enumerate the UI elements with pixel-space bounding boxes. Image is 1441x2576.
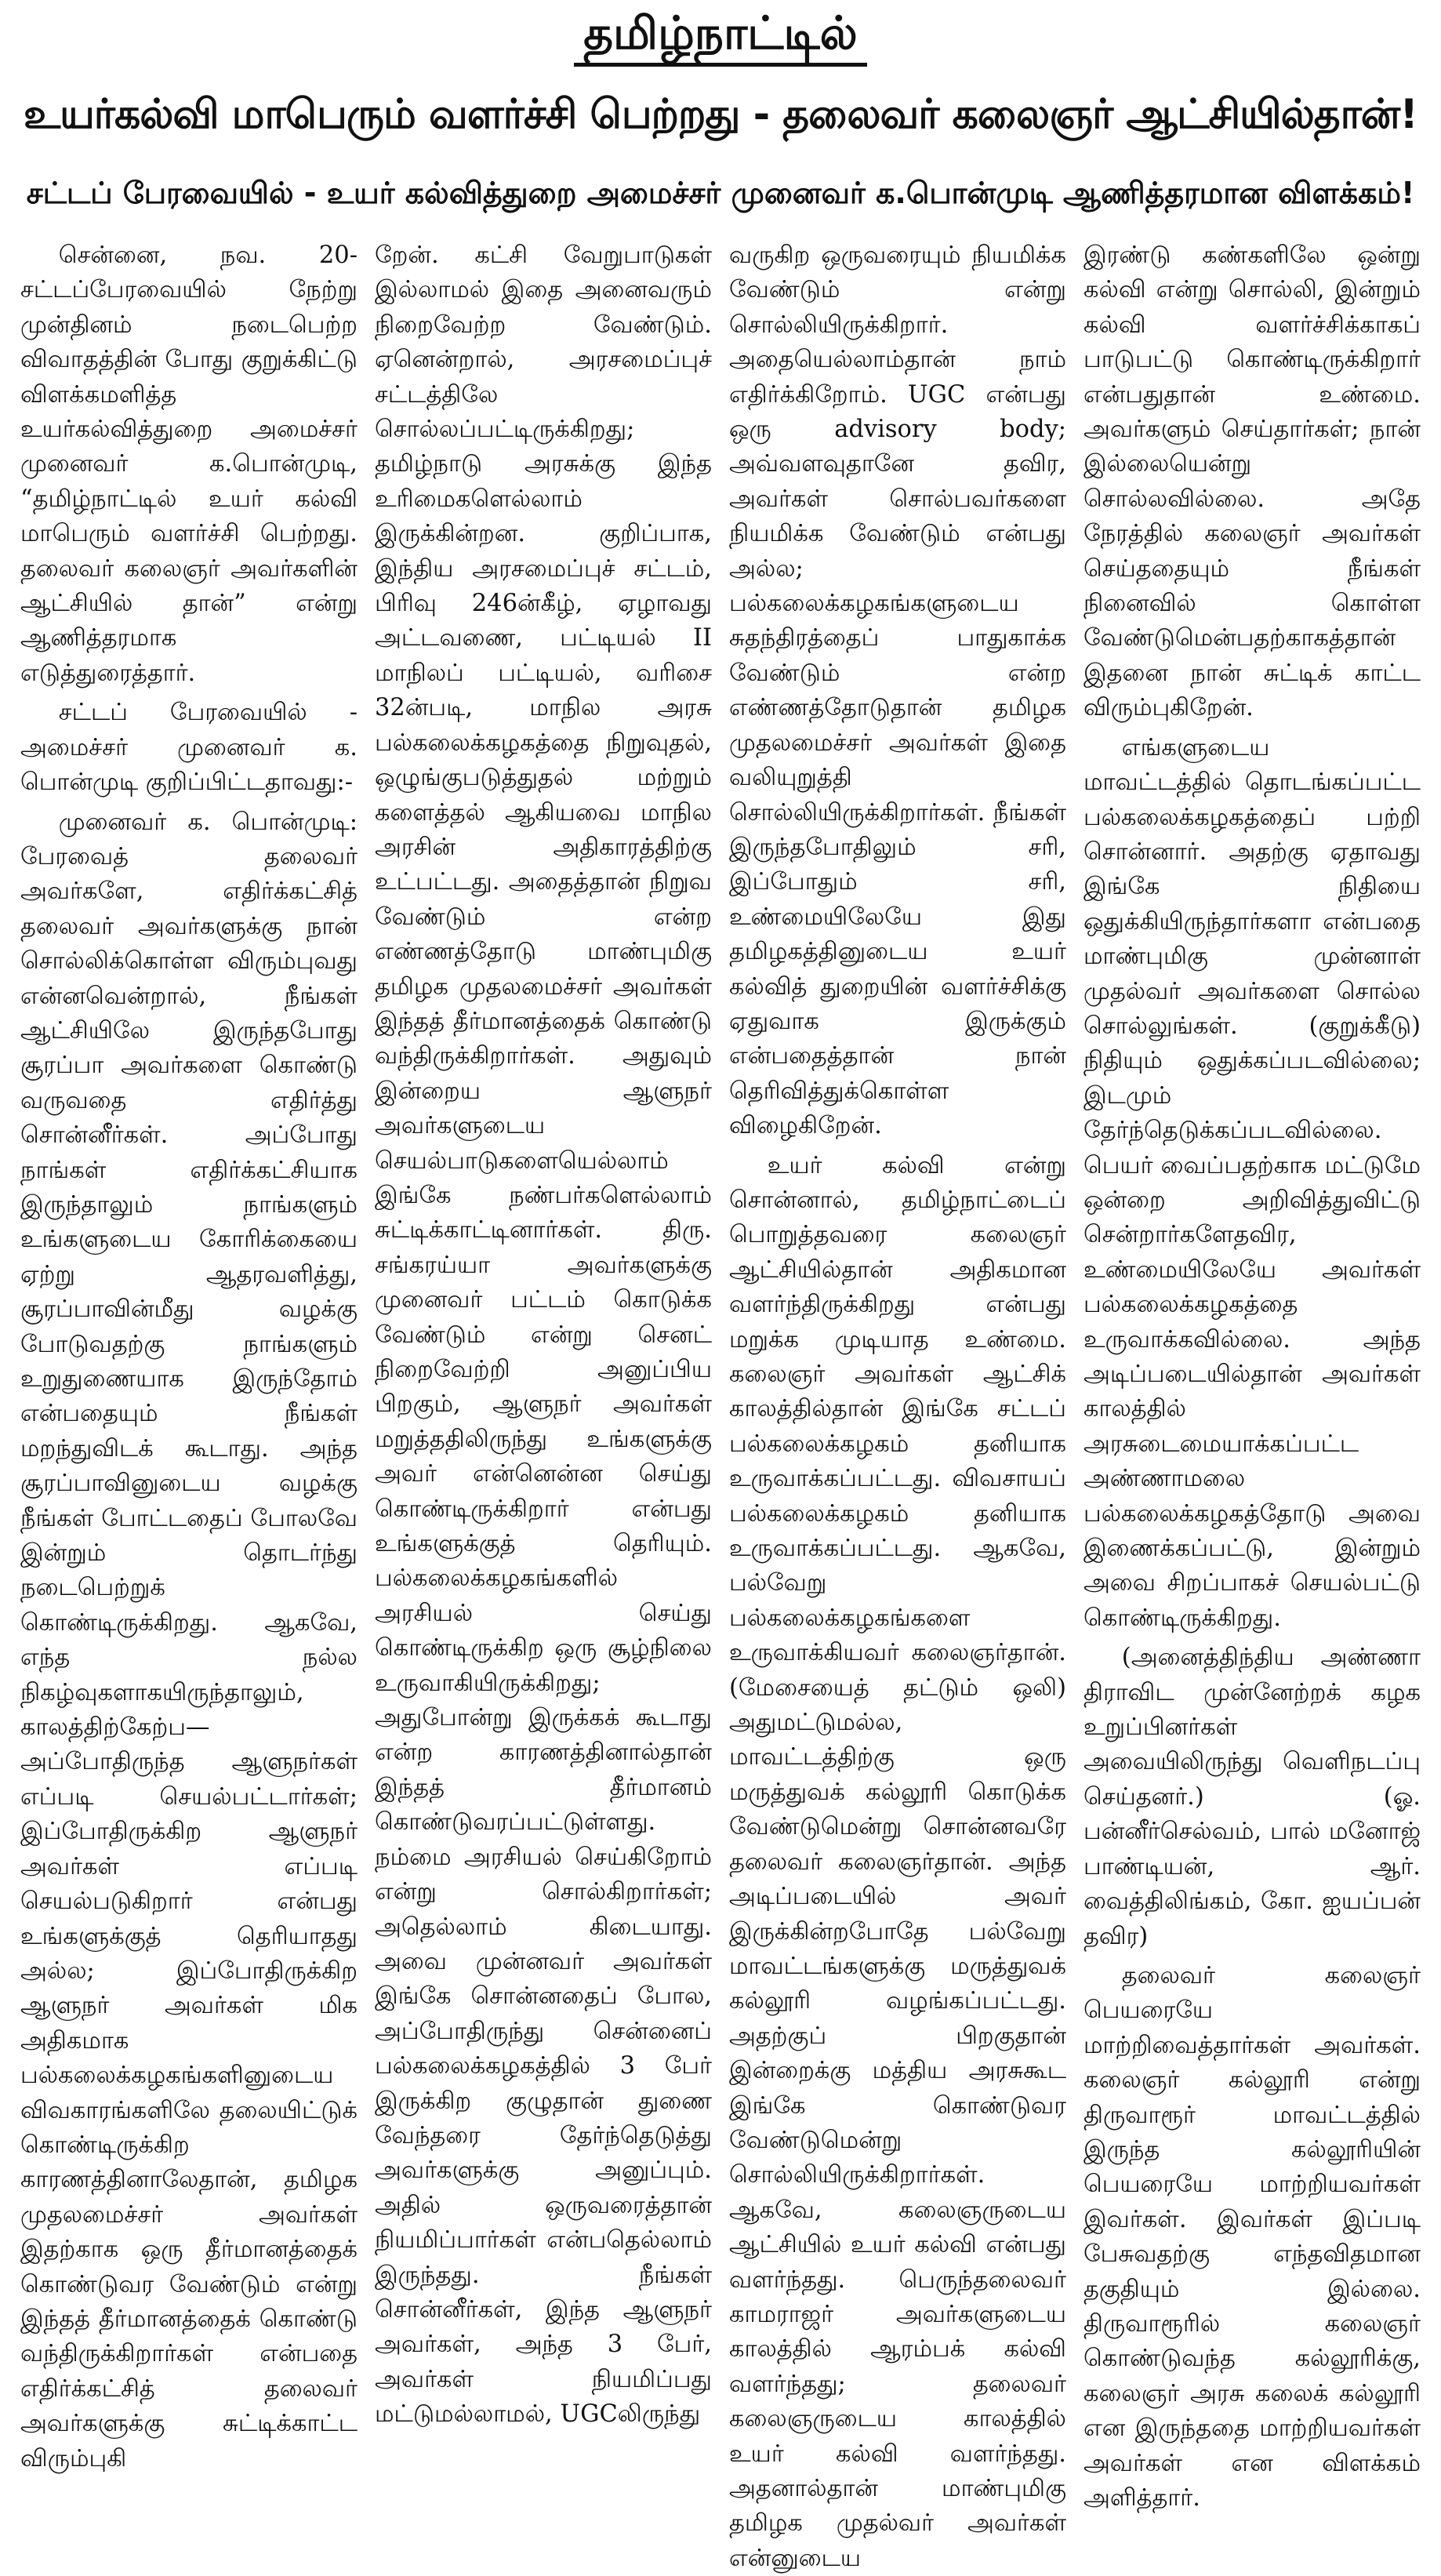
paragraph: (அனைத்திந்திய அண்ணா திராவிட முன்னேற்றக் கழக உறுப்பினர்கள் அவையிலிருந்து வெளிநடப்பு செய்தனர்.) (ஓ. பன்னீர்செல்வம், பால் மனோஜ் பாண்டியன், ஆர். வைத்திலிங்கம், கோ. ஐயப்பன் தவிர)	[1083, 1644, 1421, 1950]
paragraph: சென்னை, நவ. 20- சட்டப்பேரவையில் நேற்று முன்தினம் நடைபெற்ற விவாதத்தின் போது குறுக்கிட்டு விளக்கமளித்த உயர்கல்வித்துறை அமைச்சர் முனைவர் க.பொன்முடி, “தமிழ்நாட்டில் உயர் கல்வி மாபெரும் வளர்ச்சி பெற்றது. தலைவர் கலைஞர் அவர்களின் ஆட்சியில் தான்” என்று ஆணித்தரமாக எடுத்துரைத்தார்.	[20, 242, 358, 687]
paragraph: வருகிற ஒருவரையும் நியமிக்க வேண்டும் என்று சொல்லியிருக்கிறார். அதையெல்லாம்தான் நாம் எதிர்க்கிறோம். UGC என்பது ஒரு advisory body; அவ்வளவுதானே தவிர, அவர்கள் சொல்பவர்களை நியமிக்க வேண்டும் என்பது அல்ல; பல்கலைக்கழகங்களுடைய சுதந்திரத்தைப் பாதுகாக்க வேண்டும் என்ற எண்ணத்தோடுதான் தமிழக முதலமைச்சர் அவர்கள் இதை வலியுறுத்தி சொல்லியிருக்கிறார்கள். நீங்கள் இருந்தபோதிலும் சரி, இப்போதும் சரி, உண்மையிலேயே இது தமிழகத்தினுடைய உயர் கல்வித் துறையின் வளர்ச்சிக்கு ஏதுவாக இருக்கும் என்பதைத்தான் நான் தெரிவித்துக்கொள்ள விழைகிறேன்.	[729, 242, 1066, 1140]
article-columns	[20, 238, 1421, 2572]
paragraph: உயர் கல்வி என்று சொன்னால், தமிழ்நாட்டைப் பொறுத்தவரை கலைஞர் ஆட்சியில்தான் அதிகமான வளர்ந்திருக்கிறது என்பது மறுக்க முடியாத உண்மை. கலைஞர் அவர்கள் ஆட்சிக் காலத்தில்தான் இங்கே சட்டப் பல்கலைக்கழகம் தனியாக உருவாக்கப்பட்டது. விவசாயப் பல்கலைக்கழகம் தனியாக உருவாக்கப்பட்டது. ஆகவே, பல்வேறு பல்கலைக்கழகங்களை உருவாக்கியவர் கலைஞர்தான். (மேசையைத் தட்டும் ஒலி) அதுமட்டுமல்ல, மாவட்டத்திற்கு ஒரு மருத்துவக் கல்லூரி கொடுக்க வேண்டுமென்று சொன்னவரே தலைவர் கலைஞர்தான். அந்த அடிப்படையில் அவர் இருக்கின்றபோதே பல்வேறு மாவட்டங்களுக்கு மருத்துவக் கல்லூரி வழங்கப்பட்டது. அதற்குப் பிறகுதான் இன்றைக்கு மத்திய அரசுகூட இங்கே கொண்டுவர வேண்டுமென்று சொல்லியிருக்கிறார்கள். ஆகவே, கலைஞருடைய ஆட்சியில் உயர் கல்வி என்பது வளர்ந்தது. பெருந்தலைவர் காமராஜர் அவர்களுடைய காலத்தில் ஆரம்பக் கல்வி வளர்ந்தது; தலைவர் கலைஞருடைய காலத்தில் உயர் கல்வி வளர்ந்தது. அதனால்தான் மாண்புமிகு தமிழக முதல்வர் அவர்கள் என்னுடைய	[729, 1151, 1066, 2572]
column-2	[375, 238, 712, 2512]
headline: உயர்கல்வி மாபெரும் வளர்ச்சி பெற்றது - தலைவர் கலைஞர் ஆட்சியில்தான்!	[24, 91, 1417, 138]
paragraph: முனைவர் க. பொன்முடி: பேரவைத் தலைவர் அவர்களே, எதிர்க்கட்சித் தலைவர் அவர்களுக்கு நான் சொல்லிக்கொள்ள விரும்புவது என்னவென்றால், நீங்கள் ஆட்சியிலே இருந்தபோது சூரப்பா அவர்களை கொண்டு வருவதை எதிர்த்து சொன்னீர்கள். அப்போது நாங்கள் எதிர்க்கட்சியாக இருந்தாலும் நாங்களும் உங்களுடைய கோரிக்கையை ஏற்று ஆதரவளித்து, சூரப்பாவின்மீது வழக்கு போடுவதற்கு நாங்களும் உறுதுணையாக இருந்தோம் என்பதையும் நீங்கள் மறந்துவிடக் கூடாது. அந்த சூரப்பாவினுடைய வழக்கு நீங்கள் போட்டதைப் போலவே இன்றும் தொடர்ந்து நடைபெற்றுக் கொண்டிருக்கிறது. ஆகவே, எந்த நல்ல நிகழ்வுகளாகயிருந்தாலும், காலத்திற்கேற்ப—அப்போதிருந்த ஆளுநர்கள் எப்படி செயல்பட்டார்கள்; இப்போதிருக்கிற ஆளுநர் அவர்கள் எப்படி செயல்படுகிறார் என்பது உங்களுக்குத் தெரியாதது அல்ல; இப்போதிருக்கிற ஆளுநர் அவர்கள் மிக அதிகமாக பல்கலைக்கழகங்களினுடைய விவகாரங்களிலே தலையிட்டுக் கொண்டிருக்கிற காரணத்தினாலேதான், தமிழக முதலமைச்சர் அவர்கள் இதற்காக ஒரு தீர்மானத்தைக் கொண்டுவர வேண்டும் என்று இந்தத் தீர்மானத்தைக் கொண்டு வந்திருக்கிறார்கள் என்பதை எதிர்க்கட்சித் தலைவர் அவர்களுக்கு சுட்டிக்காட்ட விரும்புகி	[20, 808, 358, 2472]
paragraph: தலைவர் கலைஞர் பெயரையே மாற்றிவைத்தார்கள் அவர்கள். கலைஞர் கல்லூரி என்று திருவாரூர் மாவட்டத்தில் இருந்த கல்லூரியின் பெயரையே மாற்றியவர்கள் இவர்கள். இவர்கள் இப்படி பேசுவதற்கு எந்தவிதமான தகுதியும் இல்லை. திருவாரூரில் கலைஞர் கொண்டுவந்த கல்லூரிக்கு, கலைஞர் அரசு கலைக் கல்லூரி என இருந்ததை மாற்றியவர்கள் அவர்கள் என விளக்கம் அளித்தார்.	[1083, 1961, 1421, 2512]
paragraph: சட்டப் பேரவையில் - அமைச்சர் முனைவர் க. பொன்முடி குறிப்பிட்டதாவது:-	[20, 699, 358, 797]
kicker-label: தமிழ்நாட்டில்	[574, 5, 867, 67]
subheadline: சட்டப் பேரவையில் - உயர் கல்வித்துறை அமைச்சர் முனைவர் க.பொன்முடி ஆணித்தரமான விளக்கம்!	[26, 176, 1415, 210]
column-4	[1083, 238, 1421, 2512]
paragraph: இரண்டு கண்களிலே ஒன்று கல்வி என்று சொல்லி, இன்றும் கல்வி வளர்ச்சிக்காகப் பாடுபட்டு கொண்டிருக்கிறார் என்பதுதான் உண்மை. அவர்களும் செய்தார்கள்; நான் இல்லையென்று சொல்லவில்லை. அதே நேரத்தில் கலைஞர் அவர்கள் செய்ததையும் நீங்கள் நினைவில் கொள்ள வேண்டுமென்பதற்காகத்தான் இதனை நான் சுட்டிக் காட்ட விரும்புகிறேன்.	[1083, 242, 1421, 722]
column-1	[20, 238, 358, 2512]
paragraph: றேன். கட்சி வேறுபாடுகள் இல்லாமல் இதை அனைவரும் நிறைவேற்ற வேண்டும். ஏனென்றால், அரசமைப்புச் சட்டத்திலே சொல்லப்பட்டிருக்கிறது; தமிழ்நாடு அரசுக்கு இந்த உரிமைகளெல்லாம் இருக்கின்றன. குறிப்பாக, இந்திய அரசமைப்புச் சட்டம், பிரிவு 246ன்கீழ், ஏழாவது அட்டவணை, பட்டியல் II மாநிலப் பட்டியல், வரிசை 32ன்படி, மாநில அரசு பல்கலைக்கழகத்தை நிறுவுதல், ஒழுங்குபடுத்துதல் மற்றும் களைத்தல் ஆகியவை மாநில அரசின் அதிகாரத்திற்கு உட்பட்டது. அதைத்தான் நிறுவ வேண்டும் என்ற எண்ணத்தோடு மாண்புமிகு தமிழக முதலமைச்சர் அவர்கள் இந்தத் தீர்மானத்தைக் கொண்டு வந்திருக்கிறார்கள். அதுவும் இன்றைய ஆளுநர் அவர்களுடைய செயல்பாடுகளையெல்லாம் இங்கே நண்பர்களெல்லாம் சுட்டிக்காட்டினார்கள். திரு. சங்கரய்யா அவர்களுக்கு முனைவர் பட்டம் கொடுக்க வேண்டும் என்று செனட் நிறைவேற்றி அனுப்பிய பிறகும், ஆளுநர் அவர்கள் மறுத்ததிலிருந்து உங்களுக்கு அவர் என்னென்ன செய்து கொண்டிருக்கிறார் என்பது உங்களுக்குத் தெரியும். பல்கலைக்கழகங்களில் அரசியல் செய்து கொண்டிருக்கிற ஒரு சூழ்நிலை உருவாகியிருக்கிறது; அதுபோன்று இருக்கக் கூடாது என்ற காரணத்தினால்தான் இந்தத் தீர்மானம் கொண்டுவரப்பட்டுள்ளது. நம்மை அரசியல் செய்கிறோம் என்று சொல்கிறார்கள்; அதெல்லாம் கிடையாது. அவை முன்னவர் அவர்கள் இங்கே சொன்னதைப் போல, அப்போதிருந்து சென்னைப் பல்கலைக்கழகத்தில் 3 பேர் இருக்கிற குழுதான் துணை வேந்தரை தேர்ந்தெடுத்து அவர்களுக்கு அனுப்பும். அதில் ஒருவரைத்தான் நியமிப்பார்கள் என்பதெல்லாம் இருந்தது. நீங்கள் சொன்னீர்கள், இந்த ஆளுநர் அவர்கள், அந்த 3 பேர், அவர்கள் நியமிப்பது மட்டுமல்லாமல், UGCலிருந்து	[375, 242, 712, 2429]
column-3	[729, 238, 1066, 2572]
paragraph: எங்களுடைய மாவட்டத்தில் தொடங்கப்பட்ட பல்கலைக்கழகத்தைப் பற்றி சொன்னார். அதற்கு ஏதாவது இங்கே நிதியை ஒதுக்கியிருந்தார்களா என்பதை மாண்புமிகு முன்னாள் முதல்வர் அவர்களை சொல்ல சொல்லுங்கள். (குறுக்கீடு) நிதியும் ஒதுக்கப்படவில்லை; இடமும் தேர்ந்தெடுக்கப்படவில்லை. பெயர் வைப்பதற்காக மட்டுமே ஒன்றை அறிவித்துவிட்டு சென்றார்களேதவிர, உண்மையிலேயே அவர்கள் பல்கலைக்கழகத்தை உருவாக்கவில்லை. அந்த அடிப்படையில்தான் அவர்கள் காலத்தில் அரசுடைமையாக்கப்பட்ட அண்ணாமலை பல்கலைக்கழகத்தோடு அவை இணைக்கப்பட்டு, இன்றும் அவை சிறப்பாகச் செயல்பட்டு கொண்டிருக்கிறது.	[1083, 733, 1421, 1632]
kicker-wrap	[20, 0, 1421, 72]
